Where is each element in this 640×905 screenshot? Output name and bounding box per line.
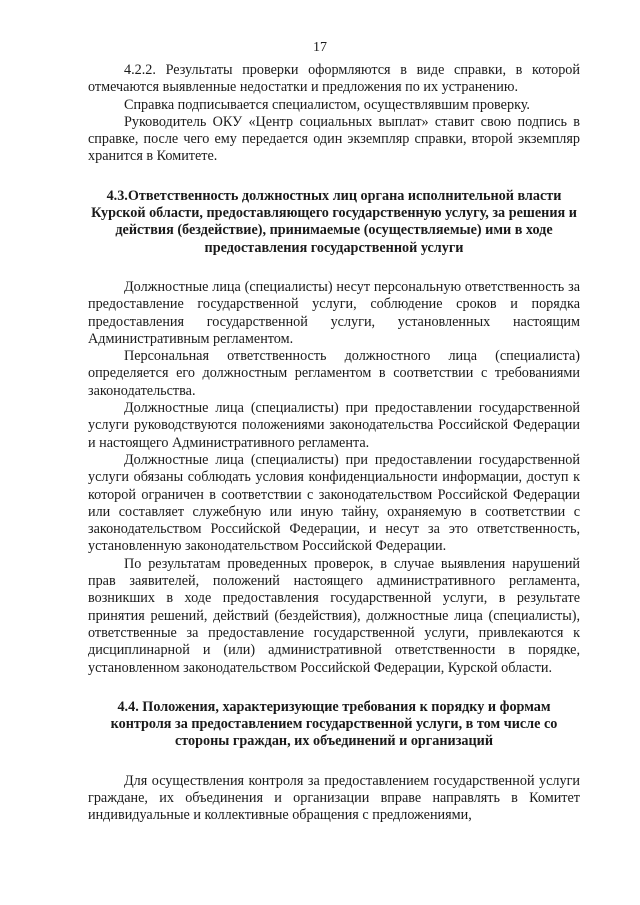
paragraph-personal-responsibility: Должностные лица (специалисты) несут персональную ответственность за предоставление государственной услуги, соблюдение сроков и порядка предоставления государственной услуги, установленных настоящим Административным регламентом. (88, 278, 580, 347)
paragraph-guided-by-law: Должностные лица (специалисты) при предоставлении государственной услуги руководствуются положениями законодательства Российской Федерации и настоящего Административного регламента. (88, 400, 580, 451)
page-number: 17 (313, 40, 327, 55)
paragraph-head-signs: Руководитель ОКУ «Центр социальных выплат» ставит свою подпись в справке, после чего ему передается один экземпляр справки, второй экземпляр хранится в Комитете. (88, 113, 580, 165)
section-4-4-heading: 4.4. Положения, характеризующие требования к порядку и формам контроля за предоставлением государственной услуги, в том числе со стороны граждан, их объединений и организаций (110, 698, 558, 750)
paragraph-confidentiality: Должностные лица (специалисты) при предоставлении государственной услуги обязаны соблюдать условия конфиденциальности информации, доступ к которой ограничен в соответствии с законодательством Российской Федерации или составляет служебную или иную тайну, охраняемую в соответствии с законодательством Российской Федерации, и несут за это ответственность, установленную законодательством Российской Федерации. (88, 451, 580, 555)
paragraph-report-signed: Справка подписывается специалистом, осуществлявшим проверку. (124, 96, 530, 113)
paragraph-4-2-2-results: 4.2.2. Результаты проверки оформляются в виде справки, в которой отмечаются выявленные недостатки и предложения по их устранению. (88, 62, 580, 96)
paragraph-violations-liability: По результатам проведенных проверок, в случае выявления нарушений прав заявителей, положений настоящего административного регламента, возникших в ходе предоставления государственной услуги, в результате принятия решений, действий (бездействия), должностные лица (специалисты), ответственные за предоставление государственной услуги, привлекаются к дисциплинарной и (или) административной ответственности в порядке, установленном законодательством Российской Федерации, Курской области. (88, 555, 580, 676)
section-4-3-heading: 4.3.Ответственность должностных лиц органа исполнительной власти Курской области, предоставляющего государственную услугу, за решения и действия (бездействие), принимаемые (осуществляемые) ими в ходе предоставления государственной услуги (91, 187, 577, 256)
document-body (88, 62, 580, 825)
paragraph-citizen-control: Для осуществления контроля за предоставлением государственной услуги граждане, их объединения и организации вправе направлять в Комитет индивидуальные и коллективные обращения с предложениями, (88, 772, 580, 824)
paragraph-responsibility-defined: Персональная ответственность должностного лица (специалиста) определяется его должностным регламентом в соответствии с требованиями законодательства. (88, 348, 580, 399)
